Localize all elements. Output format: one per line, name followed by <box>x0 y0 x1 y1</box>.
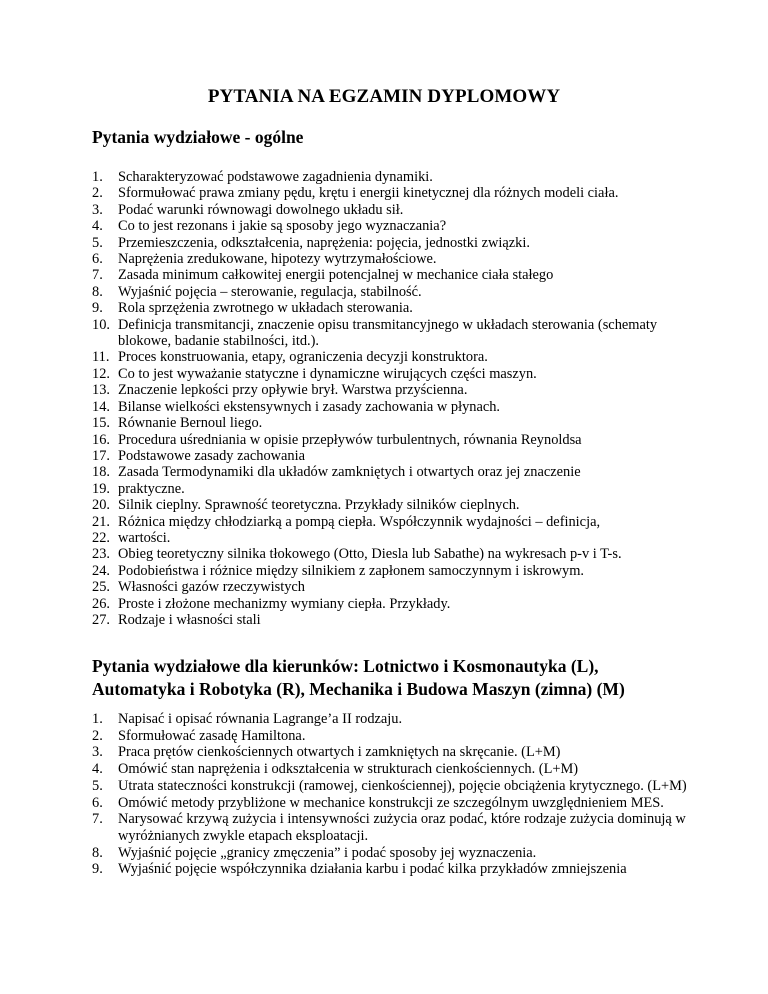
list-item: 11. Proces konstruowania, etapy, ograniczenia decyzji konstruktora. <box>92 349 488 366</box>
list-item: 21. Różnica między chłodziarką a pompą ciepła. Współczynnik wydajności – definicja, <box>92 513 601 530</box>
list-item: 13. Znaczenie lepkości przy opływie brył. Warstwa przyścienna. <box>92 382 468 399</box>
list-item: 1. Napisać i opisać równania Lagrange’a II rodzaju. <box>92 711 403 727</box>
question-list-directions <box>92 711 712 878</box>
page-title: PYTANIA NA EGZAMIN DYPLOMOWY <box>207 86 561 107</box>
list-item: 9. Rola sprzężenia zwrotnego w układach sterowania. <box>92 300 413 317</box>
list-item: 4. Omówić stan naprężenia i odkształcenia w strukturach cienkościennych. (L+M) <box>92 761 579 778</box>
list-item: 4. Co to jest rezonans i jakie są sposoby jego wyznaczania? <box>92 218 447 235</box>
list-item: 7. Narysować krzywą zużycia i intensywności zużycia oraz podać, które rodzaje zużycia dominują w wyróżnianych zwykle etapach eksploatacji. <box>92 811 686 844</box>
list-item: 8. Wyjaśnić pojęcia – sterowanie, regulacja, stabilność. <box>92 283 422 300</box>
list-item: 25. Własności gazów rzeczywistych <box>92 579 306 596</box>
list-item: 5. Utrata stateczności konstrukcji (ramowej, cienkościennej), pojęcie obciążenia krytycznego. (L+M) <box>92 777 687 794</box>
section-heading-general: Pytania wydziałowe - ogólne <box>92 127 304 147</box>
question-list-general <box>92 169 712 628</box>
list-item: 3. Praca prętów cienkościennych otwartych i zamkniętych na skręcanie. (L+M) <box>92 744 561 761</box>
list-item: 8. Wyjaśnić pojęcie „granicy zmęczenia” i podać sposoby jej wyznaczenia. <box>92 844 537 861</box>
list-item: 7. Zasada minimum całkowitej energii potencjalnej w mechanice ciała stałego <box>92 267 554 284</box>
list-item: 6. Omówić metody przybliżone w mechanice konstrukcji ze szczególnym uwzględnieniem MES. <box>92 794 664 811</box>
list-item: 12. Co to jest wyważanie statyczne i dynamiczne wirujących części maszyn. <box>92 365 537 382</box>
list-item: 14. Bilanse wielkości ekstensywnych i zasady zachowania w płynach. <box>92 398 501 415</box>
list-item: 5. Przemieszczenia, odkształcenia, naprężenia: pojęcia, jednostki związki. <box>92 234 530 251</box>
list-item: 3. Podać warunki równowagi dowolnego układu sił. <box>92 201 404 218</box>
list-item: 16. Procedura uśredniania w opisie przepływów turbulentnych, równania Reynoldsa <box>92 431 582 448</box>
list-item: 6. Naprężenia zredukowane, hipotezy wytrzymałościowe. <box>92 251 437 268</box>
list-item: 19. praktyczne. <box>92 480 185 497</box>
list-item: 23. Obieg teoretyczny silnika tłokowego (Otto, Diesla lub Sabathe) na wykresach p-v i T-s. <box>92 546 622 563</box>
list-item: 26. Proste i złożone mechanizmy wymiany ciepła. Przykłady. <box>92 595 451 612</box>
list-item: 10. Definicja transmitancji, znaczenie opisu transmitancyjnego w układach sterowania (schematy blokowe, badanie stabilności, itd.). <box>92 316 658 350</box>
list-item: 24. Podobieństwa i różnice między silnikiem z zapłonem samoczynnym i iskrowym. <box>92 562 584 579</box>
list-item: 17. Podstawowe zasady zachowania <box>92 447 306 464</box>
list-item: 20. Silnik cieplny. Sprawność teoretyczna. Przykłady silników cieplnych. <box>92 497 520 514</box>
list-item: 18. Zasada Termodynamiki dla układów zamkniętych i otwartych oraz jej znaczenie <box>92 464 581 481</box>
list-item: 27. Rodzaje i własności stali <box>92 611 261 628</box>
list-item: 2. Sformułować prawa zmiany pędu, krętu i energii kinetycznej dla różnych modeli ciała. <box>92 185 619 202</box>
list-item: 2. Sformułować zasadę Hamiltona. <box>92 727 306 744</box>
list-item: 15. Równanie Bernoul liego. <box>92 415 263 432</box>
section-heading-faculty-directions: Pytania wydziałowe dla kierunków: Lotnictwo i Kosmonautyka (L), Automatyka i Robotyka (R), Mechanika i Budowa Maszyn (zimna) (M) <box>92 656 625 699</box>
list-item: 9. Wyjaśnić pojęcie współczynnika działania karbu i podać kilka przykładów zmniejszenia <box>92 861 627 878</box>
list-item: 22. wartości. <box>92 529 171 546</box>
list-item: 1. Scharakteryzować podstawowe zagadnienia dynamiki. <box>92 169 433 185</box>
